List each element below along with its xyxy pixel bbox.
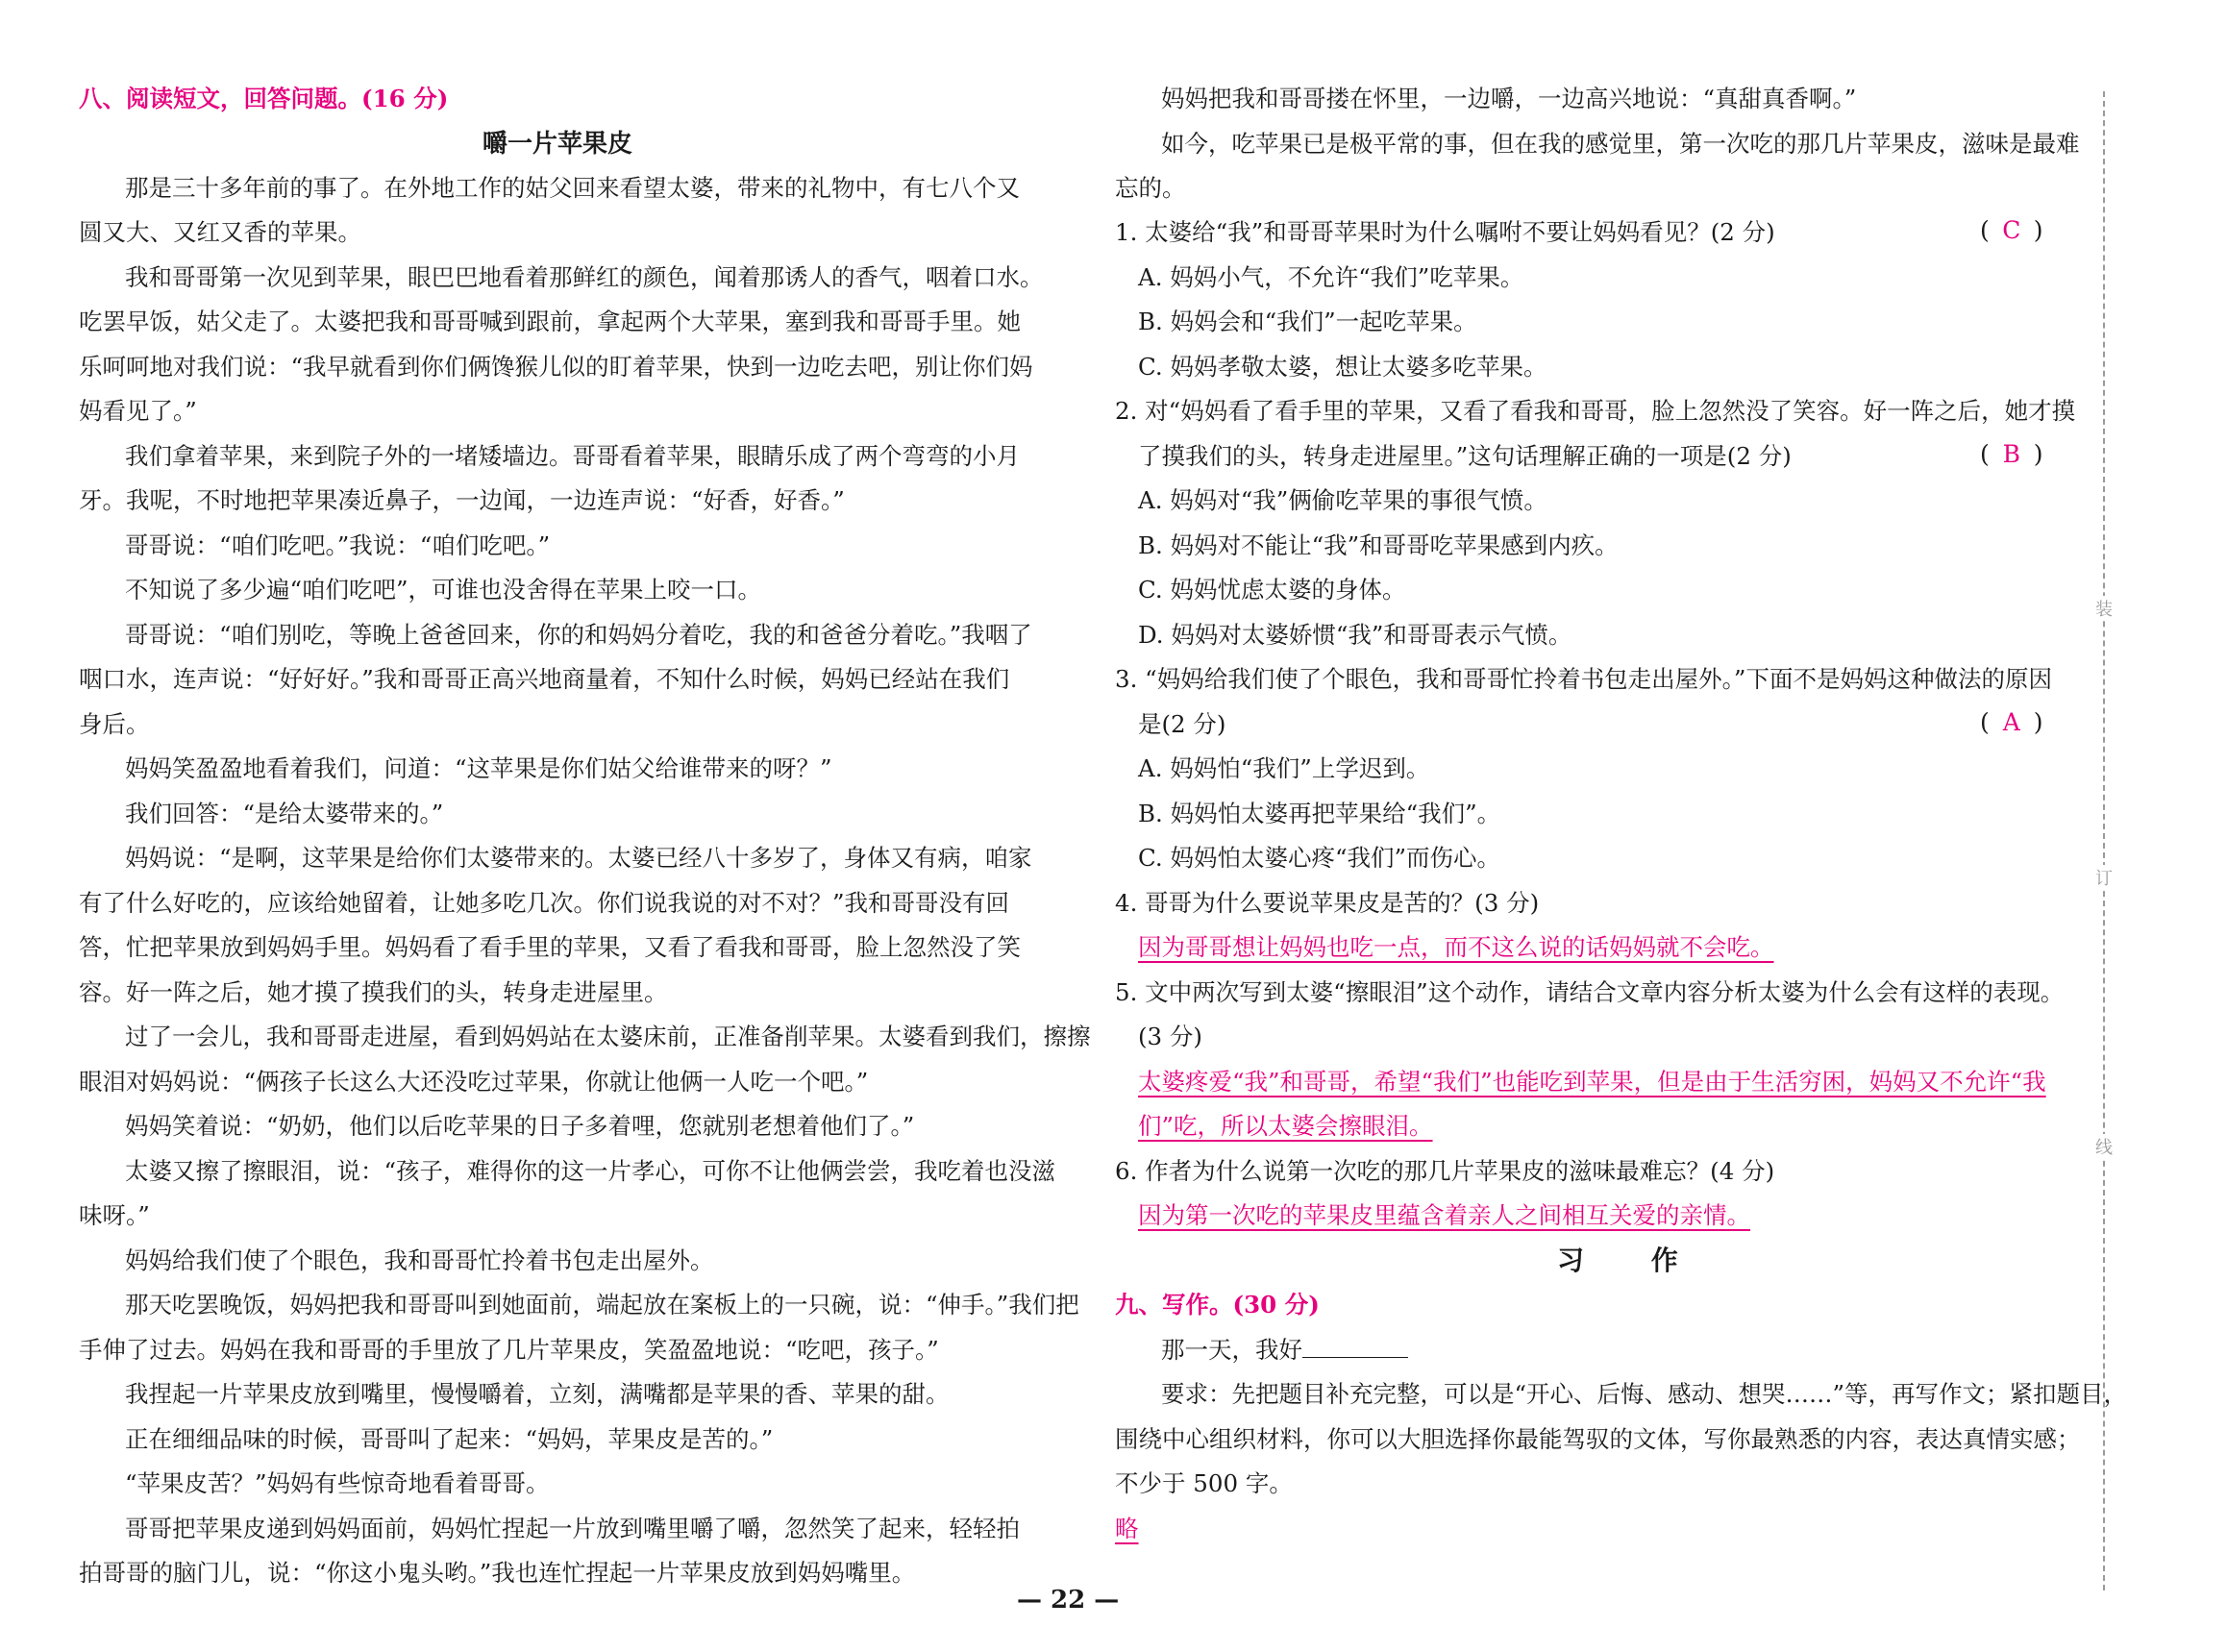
question-1-text: 1. 太婆给“我”和哥哥苹果时为什么嘱咐不要让妈妈看见？(2 分) [1115,218,1775,246]
passage-line: “苹果皮苦？”妈妈有些惊奇地看着哥哥。 [125,1469,550,1497]
question-2-text: 2. 对“妈妈看了看手里的苹果，又看了看我和哥哥，脸上忽然没了笑容。好一阵之后，她才摸 [1115,397,2076,425]
binding-char: 订 [2092,865,2116,890]
passage-line: 答，忙把苹果放到妈妈手里。妈妈看了看手里的苹果，又看了看我和哥哥，脸上忽然没了笑 [79,933,1021,961]
writing-requirement: 不少于 500 字。 [1115,1469,1293,1497]
binding-char: 装 [2092,596,2116,621]
writing-requirement: 要求：先把题目补充完整，可以是“开心、后悔、感动、想哭……”等，再写作文；紧扣题目， [1161,1380,2128,1408]
passage-line: 味呀。” [79,1201,150,1229]
question-1-option: B. 妈妈会和“我们”一起吃苹果。 [1138,308,1477,335]
question-5-student-answer: 们”吃，所以太婆会擦眼泪。 [1138,1112,1433,1140]
question-3-text: 是(2 分) [1138,710,1226,738]
section-title-reading: 八、阅读短文，回答问题。(16 分) [79,85,449,112]
passage-line: 眼泪对妈妈说：“俩孩子长这么大还没吃过苹果，你就让他俩一人吃一个吧。” [79,1068,869,1096]
passage-line: 过了一会儿，我和哥哥走进屋，看到妈妈站在太婆床前，正准备削苹果。太婆看到我们，擦擦 [125,1023,1091,1050]
passage-line: 圆又大、又红又香的苹果。 [79,218,361,246]
passage-line: 手伸了过去。妈妈在我和哥哥的手里放了几片苹果皮，笑盈盈地说：“吃吧，孩子。” [79,1336,939,1364]
question-4-student-answer: 因为哥哥想让妈妈也吃一点，而不这么说的话妈妈就不会吃。 [1138,933,1774,961]
question-3-answer-box: ( A ) [1980,708,2043,736]
question-2-answer-box: ( B ) [1980,440,2043,468]
passage-line: 妈妈说：“是啊，这苹果是给你们太婆带来的。太婆已经八十多岁了，身体又有病，咱家 [125,844,1032,872]
question-4-text: 4. 哥哥为什么要说苹果皮是苦的？(3 分) [1115,889,1540,917]
passage-line: 哥哥把苹果皮递到妈妈面前，妈妈忙捏起一片放到嘴里嚼了嚼，忽然笑了起来，轻轻拍 [125,1515,1020,1542]
question-2-option: D. 妈妈对太婆娇惯“我”和哥哥表示气愤。 [1138,621,1572,649]
passage-line: 我们回答：“是给太婆带来的。” [125,800,444,827]
question-1-option: C. 妈妈孝敬太婆，想让太婆多吃苹果。 [1138,353,1547,381]
question-2-option: B. 妈妈对不能让“我”和哥哥吃苹果感到内疚。 [1138,531,1619,559]
question-3-answer: A [2002,708,2020,736]
passage-line: 那天吃罢晚饭，妈妈把我和哥哥叫到她面前，端起放在案板上的一只碗，说：“伸手。”我们把 [125,1291,1079,1319]
question-3-text: 3. “妈妈给我们使了个眼色，我和哥哥忙拎着书包走出屋外。”下面不是妈妈这种做法的原因 [1115,665,2052,693]
passage-line: 妈妈给我们使了个眼色，我和哥哥忙拎着书包走出屋外。 [125,1246,714,1274]
section-title-writing: 九、写作。(30 分) [1115,1291,1320,1319]
passage-line: 身后。 [79,710,150,738]
question-1-answer-box: ( C ) [1980,216,2043,244]
passage-line: 太婆又擦了擦眼泪，说：“孩子，难得你的这一片孝心，可你不让他俩尝尝，我吃着也没滋 [125,1157,1056,1185]
passage-line: 那是三十多年前的事了。在外地工作的姑父回来看望太婆，带来的礼物中，有七八个又 [125,174,1020,202]
writing-requirement: 围绕中心组织材料，你可以大胆选择你最能驾驭的文体，写你最熟悉的内容，表达真情实感； [1115,1425,2081,1453]
binding-dashed-line [2103,91,2105,1590]
page-number: — 22 — [1017,1586,1120,1615]
question-3-option: C. 妈妈怕太婆心疼“我们”而伤心。 [1138,844,1500,872]
passage-line: 咽口水，连声说：“好好好。”我和哥哥正高兴地商量着，不知什么时候，妈妈已经站在我们 [79,665,1010,693]
question-6-text: 6. 作者为什么说第一次吃的那几片苹果皮的滋味最难忘？(4 分) [1115,1157,1775,1185]
title-blank [1302,1336,1408,1358]
passage-line: 拍哥哥的脑门儿，说：“你这小鬼头哟。”我也连忙捏起一片苹果皮放到妈妈嘴里。 [79,1559,916,1587]
question-2-text: 了摸我们的头，转身走进屋里。”这句话理解正确的一项是(2 分) [1138,442,1792,470]
passage-line: 容。好一阵之后，她才摸了摸我们的头，转身走进屋里。 [79,978,668,1006]
question-5-text: (3 分) [1138,1023,1202,1050]
passage-line: 妈妈把我和哥哥搂在怀里，一边嚼，一边高兴地说：“真甜真香啊。” [1161,85,1857,112]
passage-line: 妈妈笑盈盈地看着我们，问道：“这苹果是你们姑父给谁带来的呀？” [125,754,832,782]
question-2-answer: B [2002,440,2020,468]
passage-line: 我们拿着苹果，来到院子外的一堵矮墙边。哥哥看着苹果，眼睛乐成了两个弯弯的小月 [125,442,1020,470]
passage-title: 嚼一片苹果皮 [483,130,633,159]
passage-line: 吃罢早饭，姑父走了。太婆把我和哥哥喊到跟前，拿起两个大苹果，塞到我和哥哥手里。她 [79,308,1021,335]
passage-line: 哥哥说：“咱们别吃，等晚上爸爸回来，你的和妈妈分着吃，我的和爸爸分着吃。”我咽了 [125,621,1032,649]
passage-line: 不知说了多少遍“咱们吃吧”，可谁也没舍得在苹果上咬一口。 [125,576,762,604]
writing-answer: 略 [1115,1515,1139,1542]
passage-line: 哥哥说：“咱们吃吧。”我说：“咱们吃吧。” [125,531,551,559]
passage-line: 我和哥哥第一次见到苹果，眼巴巴地看着那鲜红的颜色，闻着那诱人的香气，咽着口水。 [125,263,1044,291]
writing-prompt-text: 那一天，我好 [1161,1336,1302,1364]
question-3-option: A. 妈妈怕“我们”上学迟到。 [1138,754,1430,782]
passage-line: 我捏起一片苹果皮放到嘴里，慢慢嚼着，立刻，满嘴都是苹果的香、苹果的甜。 [125,1380,950,1408]
passage-line: 妈看见了。” [79,397,197,425]
question-3-option: B. 妈妈怕太婆再把苹果给“我们”。 [1138,800,1501,827]
passage-line: 牙。我呢，不时地把苹果凑近鼻子，一边闻，一边连声说：“好香，好香。” [79,486,845,514]
passage-line: 忘的。 [1115,174,1186,202]
writing-heading: 习 作 [1557,1245,1707,1276]
question-5-text: 5. 文中两次写到太婆“擦眼泪”这个动作，请结合文章内容分析太婆为什么会有这样的表现。 [1115,978,2065,1006]
question-2-option: A. 妈妈对“我”俩偷吃苹果的事很气愤。 [1138,486,1547,514]
passage-line: 乐呵呵地对我们说：“我早就看到你们俩馋猴儿似的盯着苹果，快到一边吃去吧，别让你们妈 [79,353,1033,381]
question-6-student-answer: 因为第一次吃的苹果皮里蕴含着亲人之间相互关爱的亲情。 [1138,1201,1750,1229]
question-5-student-answer: 太婆疼爱“我”和哥哥，希望“我们”也能吃到苹果，但是由于生活穷困，妈妈又不允许“我 [1138,1068,2046,1096]
binding-char: 线 [2092,1134,2116,1159]
question-2-option: C. 妈妈忧虑太婆的身体。 [1138,576,1406,604]
question-1-answer: C [2002,216,2021,244]
passage-line: 有了什么好吃的，应该给她留着，让她多吃几次。你们说我说的对不对？”我和哥哥没有回 [79,889,1010,917]
question-1-option: A. 妈妈小气，不允许“我们”吃苹果。 [1138,263,1524,291]
passage-line: 正在细细品味的时候，哥哥叫了起来：“妈妈，苹果皮是苦的。” [125,1425,774,1453]
passage-line: 如今，吃苹果已是极平常的事，但在我的感觉里，第一次吃的那几片苹果皮，滋味是最难 [1161,130,2080,158]
writing-prompt-title [1115,1334,1408,1367]
passage-line: 妈妈笑着说：“奶奶，他们以后吃苹果的日子多着哩，您就别老想着他们了。” [125,1112,915,1140]
